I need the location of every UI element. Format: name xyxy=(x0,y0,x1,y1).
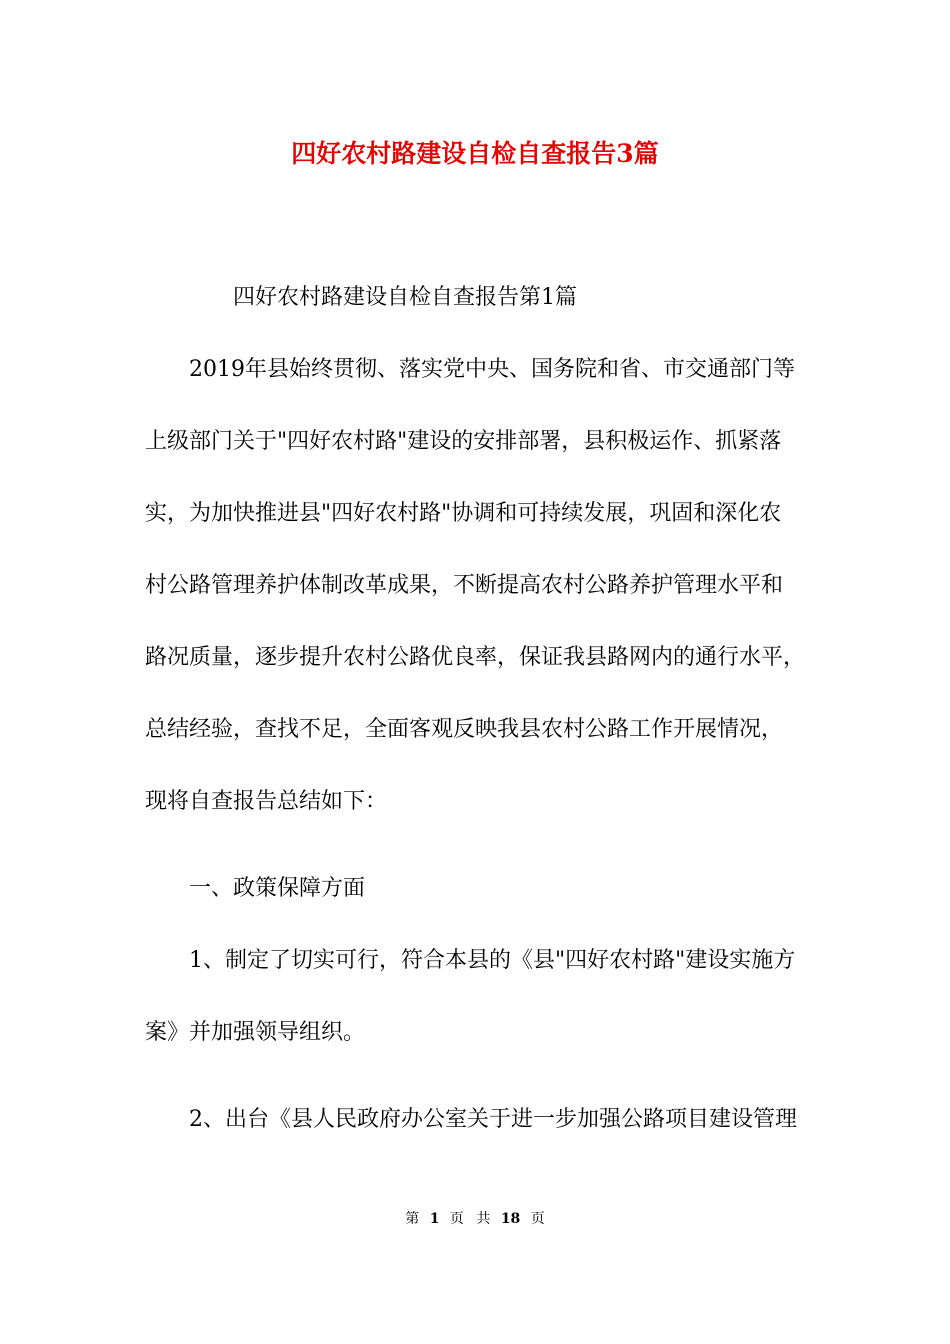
section-heading: 一、政策保障方面 xyxy=(189,876,366,901)
paragraph-line: 路况质量，逐步提升农村公路优良率，保证我县路网内的通行水平， xyxy=(145,645,806,670)
footer-current-page: 1 xyxy=(429,1211,440,1227)
paragraph-line: 实，为加快推进县"四好农村路"协调和可持续发展，巩固和深化农 xyxy=(145,501,782,526)
footer-prefix: 第 xyxy=(405,1211,420,1227)
page-footer xyxy=(0,1207,950,1231)
paragraph-line: 村公路管理养护体制改革成果，不断提高农村公路养护管理水平和 xyxy=(145,573,784,598)
footer-total-pages: 18 xyxy=(500,1211,521,1227)
paragraph-line: 上级部门关于"四好农村路"建设的安排部署，县积极运作、抓紧落 xyxy=(145,429,782,454)
footer-total-word: 共 xyxy=(476,1211,491,1227)
document-title: 四好农村路建设自检自查报告3篇 xyxy=(291,139,659,168)
list-item-line: 1、制定了切实可行，符合本县的《县"四好农村路"建设实施方 xyxy=(189,948,796,973)
footer-page-word: 页 xyxy=(449,1211,464,1227)
paragraph-line: 总结经验，查找不足，全面客观反映我县农村公路工作开展情况， xyxy=(145,717,784,742)
section-subtitle: 四好农村路建设自检自查报告第1篇 xyxy=(233,285,577,310)
paragraph-line: 2019年县始终贯彻、落实党中央、国务院和省、市交通部门等 xyxy=(189,357,795,382)
list-item-line: 2、出台《县人民政府办公室关于进一步加强公路项目建设管理 xyxy=(189,1107,797,1132)
list-item-line: 案》并加强领导组织。 xyxy=(145,1020,366,1045)
footer-suffix: 页 xyxy=(530,1211,545,1227)
paragraph-line: 现将自查报告总结如下： xyxy=(145,789,388,814)
